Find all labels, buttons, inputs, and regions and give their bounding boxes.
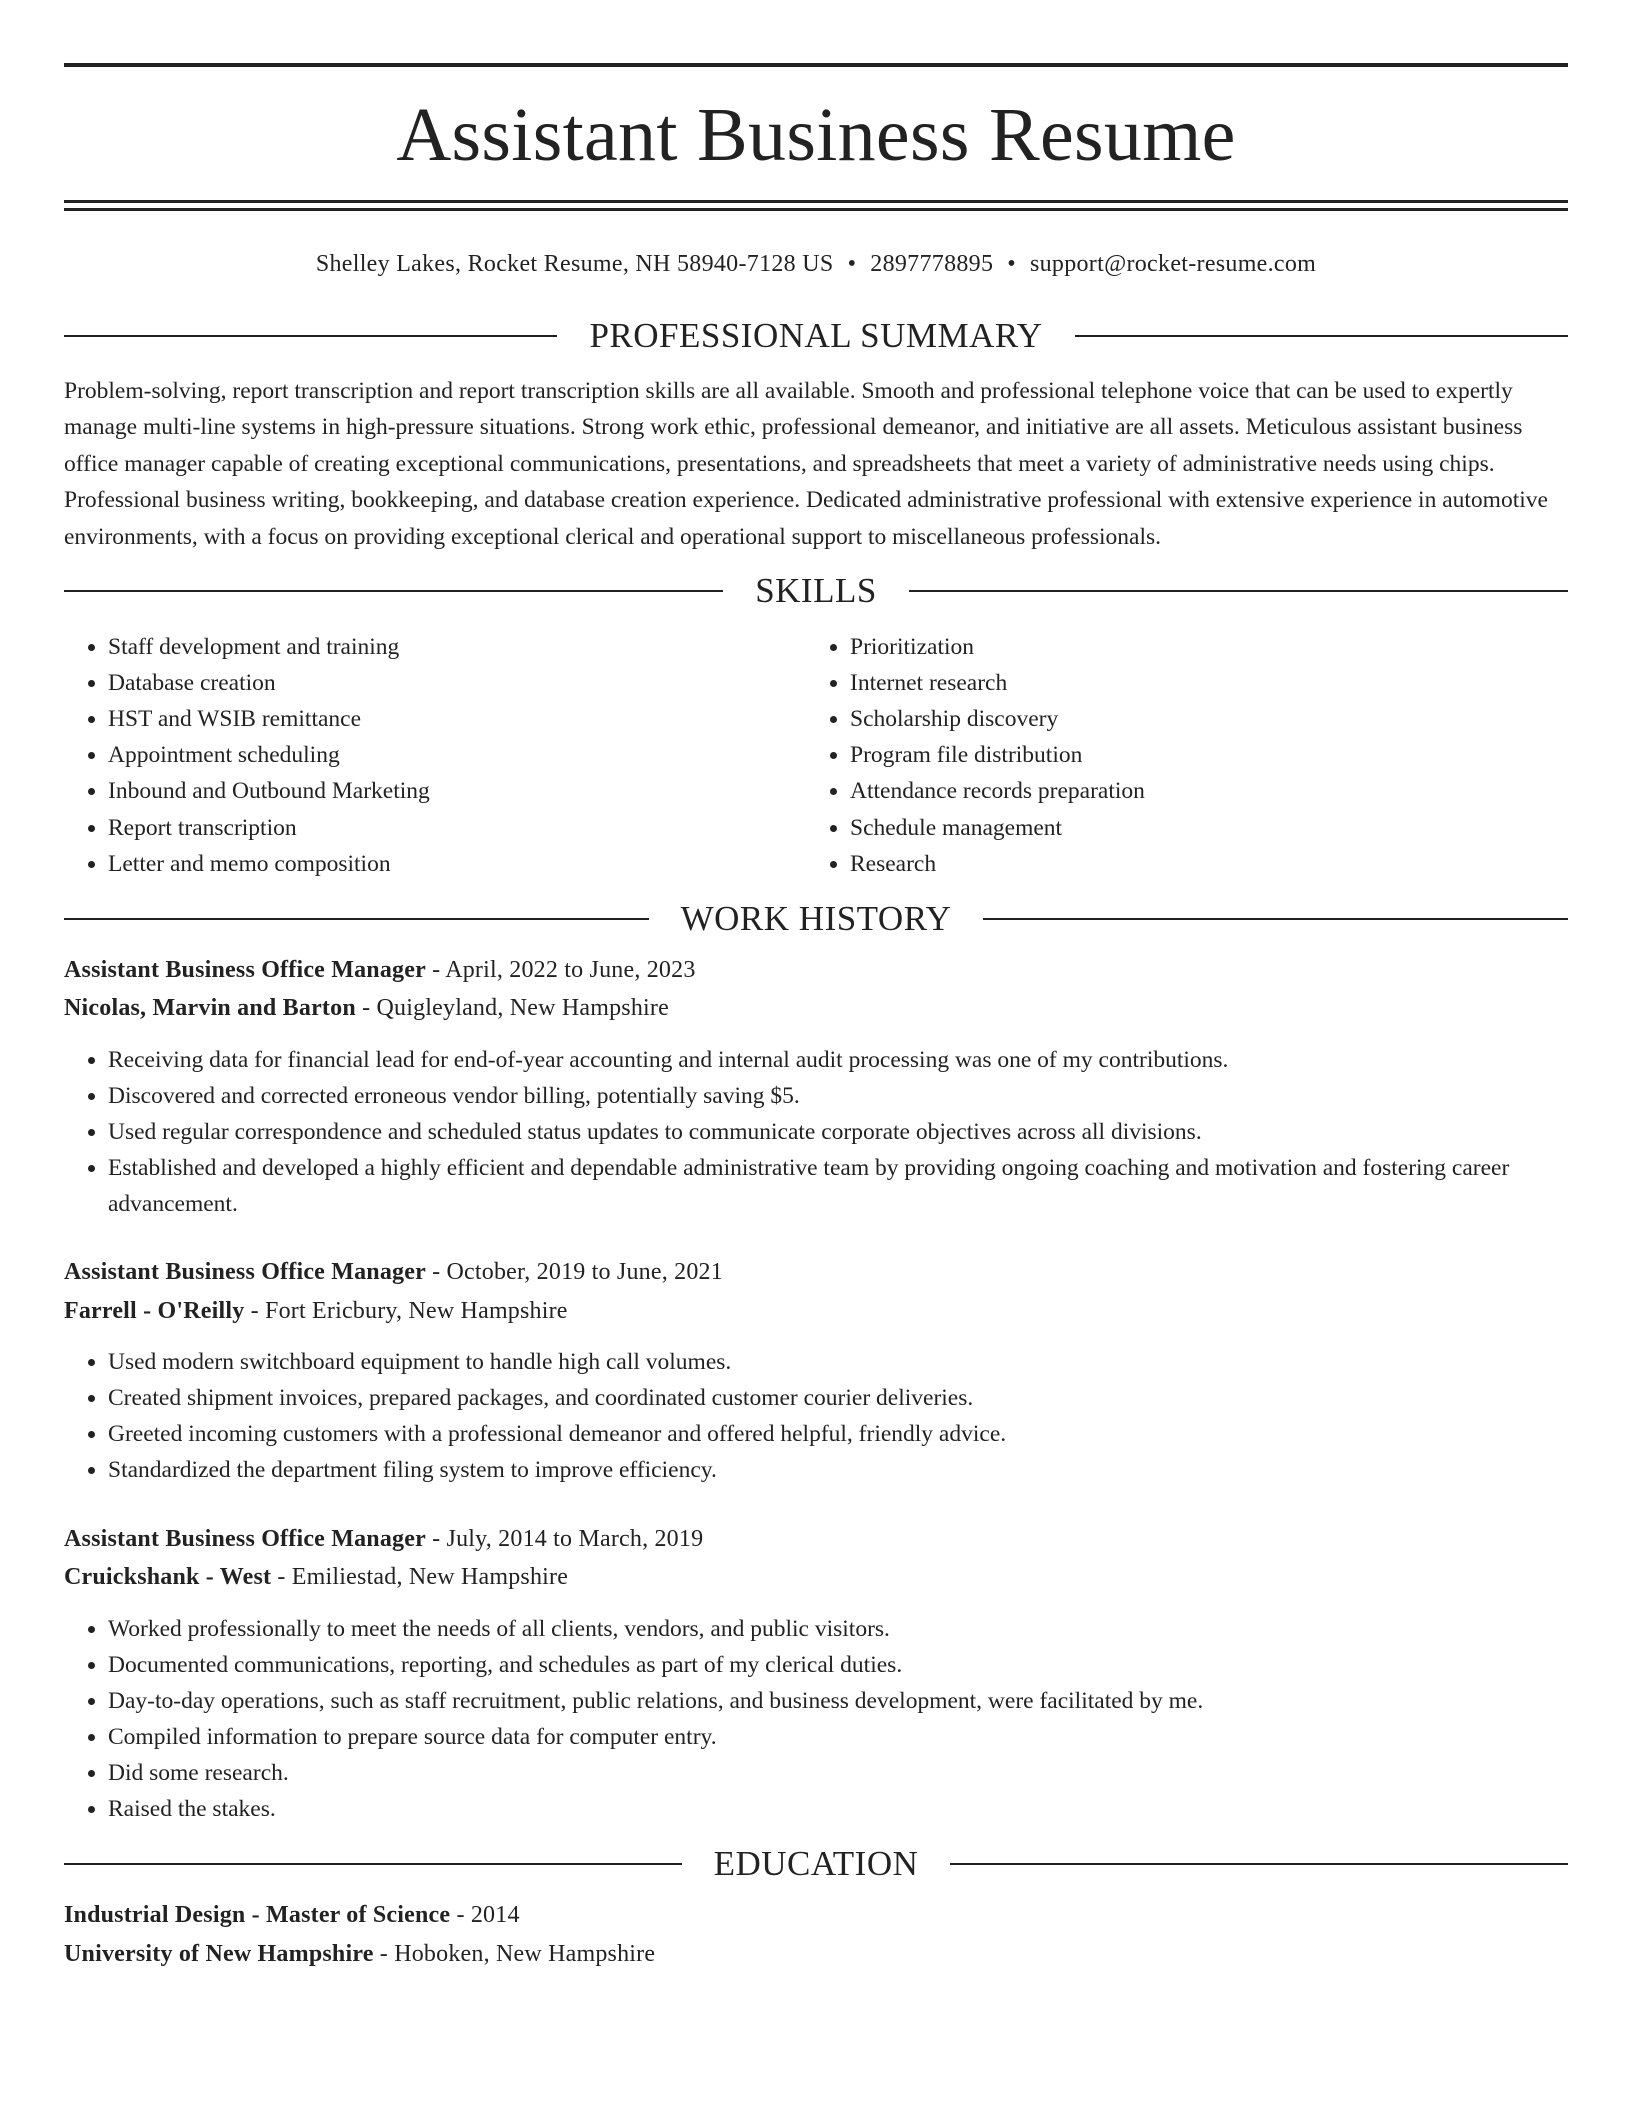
heading-rule-right bbox=[950, 1863, 1568, 1865]
job-title: Assistant Business Office Manager bbox=[64, 1525, 426, 1552]
skill-item: • HST and WSIB remittance bbox=[108, 701, 806, 737]
job-company: Farrell - O'Reilly bbox=[64, 1297, 245, 1324]
skill-item: • Report transcription bbox=[108, 810, 806, 846]
skills-section-heading bbox=[64, 571, 1568, 611]
job-location: - Quigleyland, New Hampshire bbox=[355, 995, 669, 1022]
job-duty: • Used modern switchboard equipment to handle high call volumes. bbox=[108, 1344, 1568, 1380]
job-duty: • Established and developed a highly efficient and dependable administrative team by providing ongoing coaching and motivation and fostering career advancement. bbox=[108, 1150, 1568, 1222]
job-company-line bbox=[64, 1558, 1568, 1597]
job-entry bbox=[64, 1253, 1568, 1488]
job-company-line bbox=[64, 1292, 1568, 1331]
skill-item: • Letter and memo composition bbox=[108, 846, 806, 882]
skill-item: • Prioritization bbox=[850, 629, 1548, 665]
education-school-line bbox=[64, 1935, 1568, 1974]
title-double-rule bbox=[64, 200, 1568, 211]
skill-item: • Program file distribution bbox=[850, 737, 1548, 773]
job-company: Nicolas, Marvin and Barton bbox=[64, 995, 356, 1022]
education-location: - Hoboken, New Hampshire bbox=[373, 1940, 656, 1967]
job-duty: • Documented communications, reporting, and schedules as part of my clerical duties. bbox=[108, 1647, 1568, 1683]
work-history-heading-label: WORK HISTORY bbox=[680, 898, 952, 938]
skills-heading-label: SKILLS bbox=[755, 571, 877, 611]
education-degree: Industrial Design - Master of Science bbox=[64, 1902, 451, 1929]
job-duty: • Used regular correspondence and scheduled status updates to communicate corporate objectives across all divisions. bbox=[108, 1114, 1568, 1150]
job-dates: - April, 2022 to June, 2023 bbox=[425, 956, 696, 983]
skills-column-right bbox=[806, 629, 1548, 882]
job-duty: • Compiled information to prepare source data for computer entry. bbox=[108, 1719, 1568, 1755]
heading-rule-left bbox=[64, 590, 723, 592]
job-title: Assistant Business Office Manager bbox=[64, 1259, 426, 1286]
job-duty: • Worked professionally to meet the needs of all clients, vendors, and public visitors. bbox=[108, 1611, 1568, 1647]
job-duty: • Discovered and corrected erroneous vendor billing, potentially saving $5. bbox=[108, 1078, 1568, 1114]
skill-item: • Attendance records preparation bbox=[850, 773, 1548, 809]
summary-heading-label: PROFESSIONAL SUMMARY bbox=[589, 316, 1043, 355]
skill-item: • Database creation bbox=[108, 665, 806, 701]
job-company-line bbox=[64, 989, 1568, 1028]
education-school: University of New Hampshire bbox=[64, 1940, 374, 1967]
job-dates: - October, 2019 to June, 2021 bbox=[425, 1259, 723, 1286]
contact-line bbox=[64, 249, 1568, 279]
job-duty: • Receiving data for financial lead for end-of-year accounting and internal audit processing was one of my contributions. bbox=[108, 1042, 1568, 1078]
skill-item: • Scholarship discovery bbox=[850, 701, 1548, 737]
education-entry bbox=[64, 1896, 1568, 1973]
job-duty: • Did some research. bbox=[108, 1755, 1568, 1791]
job-duty: • Raised the stakes. bbox=[108, 1791, 1568, 1827]
heading-rule-left bbox=[64, 1863, 682, 1865]
heading-rule-right bbox=[983, 918, 1568, 920]
contact-phone: 2897778895 bbox=[870, 251, 994, 277]
skill-item: • Schedule management bbox=[850, 810, 1548, 846]
contact-separator: • bbox=[847, 251, 857, 277]
skill-item: • Staff development and training bbox=[108, 629, 806, 665]
contact-address: Shelley Lakes, Rocket Resume, NH 58940-7128 US bbox=[315, 251, 834, 277]
skill-item: • Internet research bbox=[850, 665, 1548, 701]
job-title: Assistant Business Office Manager bbox=[64, 956, 426, 983]
job-duty: • Standardized the department filing system to improve efficiency. bbox=[108, 1452, 1568, 1488]
contact-separator: • bbox=[1007, 251, 1016, 277]
resume-page bbox=[64, 0, 1568, 1973]
skills-list bbox=[64, 629, 1568, 882]
professional-summary-text: Problem-solving, report transcription and report transcription skills are all available. Smooth and professional telephone voice that can be used to expertly manage multi-line systems in high-pressure situations. Strong work ethic, professional demeanor, and initiative are all assets. Meticulous assistant business office manager capable of creating exceptional communications, presentations, and spreadsheets that meet a variety of administrative needs using chips. Professional business writing, bookkeeping, and database creation experience. Dedicated administrative professional with extensive experience in automotive environments, with a focus on providing exceptional clerical and operational support to miscellaneous professionals. bbox=[64, 378, 1548, 550]
heading-rule-right bbox=[909, 590, 1568, 592]
education-heading-label: EDUCATION bbox=[713, 1844, 919, 1884]
job-entry bbox=[64, 1520, 1568, 1828]
summary-section-heading bbox=[64, 316, 1568, 356]
skill-item: • Research bbox=[850, 846, 1548, 882]
job-duty: • Created shipment invoices, prepared packages, and coordinated customer courier deliveries. bbox=[108, 1380, 1568, 1416]
education-degree-line bbox=[64, 1896, 1568, 1935]
work-history-section-heading bbox=[64, 899, 1568, 939]
job-entry bbox=[64, 951, 1568, 1222]
heading-rule-left bbox=[64, 335, 557, 337]
education-year: - 2014 bbox=[450, 1902, 520, 1929]
job-dates: - July, 2014 to March, 2019 bbox=[425, 1525, 704, 1552]
education-section-heading bbox=[64, 1844, 1568, 1884]
job-location: - Fort Ericbury, New Hampshire bbox=[244, 1297, 568, 1324]
skill-item: • Appointment scheduling bbox=[108, 737, 806, 773]
job-duty: • Greeted incoming customers with a professional demeanor and offered helpful, friendly advice. bbox=[108, 1416, 1568, 1452]
job-title-line bbox=[64, 1253, 1568, 1292]
job-title-line bbox=[64, 1520, 1568, 1559]
job-duty: • Day-to-day operations, such as staff recruitment, public relations, and business development, were facilitated by me. bbox=[108, 1683, 1568, 1719]
job-title-line bbox=[64, 951, 1568, 990]
skills-column-left bbox=[64, 629, 806, 882]
skill-item: • Inbound and Outbound Marketing bbox=[108, 773, 806, 809]
resume-title: Assistant Business Resume bbox=[396, 93, 1236, 177]
heading-rule-left bbox=[64, 918, 649, 920]
contact-email: support@rocket-resume.com bbox=[1029, 251, 1317, 277]
job-company: Cruickshank - West bbox=[64, 1564, 272, 1591]
job-location: - Emiliestad, New Hampshire bbox=[271, 1564, 569, 1591]
heading-rule-right bbox=[1075, 335, 1568, 337]
